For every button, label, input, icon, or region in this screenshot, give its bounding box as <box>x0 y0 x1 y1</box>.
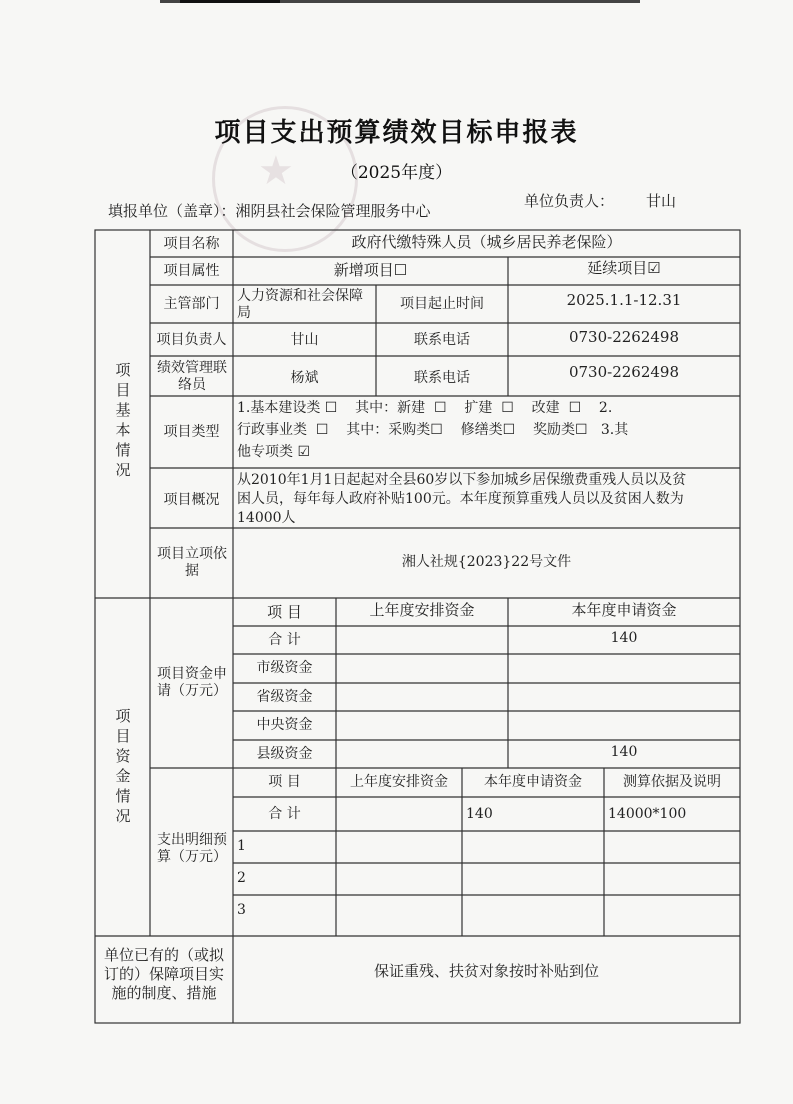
funds-row-city-label: 市级资金 <box>256 660 313 676</box>
leader-label: 项目负责人 <box>156 332 227 348</box>
basis-value: 湘人社规{2023}22号文件 <box>401 554 572 570</box>
overview-label: 项目概况 <box>163 492 220 508</box>
phone-value: 0730-2262498 <box>568 328 680 346</box>
type-line-2: 行政事业类 ☐ 其中：采购类☐ 修缮类☐ 奖励类☐ 3.其 <box>237 422 629 438</box>
funds-row-total-this: 140 <box>610 630 638 646</box>
perf-contact-label: 绩效管理联络员 <box>157 360 227 393</box>
person-value: 甘山 <box>646 192 677 210</box>
dept-value: 人力资源和社会保障局 <box>237 288 363 321</box>
project-attr-label: 项目属性 <box>163 263 220 279</box>
period-label: 项目起止时间 <box>400 296 484 312</box>
section-funds-label: 项目资金情况 <box>115 707 131 825</box>
detail-label: 支出明细预算（万元） <box>157 832 227 865</box>
person-label: 单位负责人： <box>524 192 615 210</box>
detail-row-total-label: 合 计 <box>268 806 301 822</box>
seal-star-icon: ★ <box>258 148 294 194</box>
overview-line-2: 困人员，每年每人政府补贴100元。本年度预算重残人员以及贫困人数为 <box>237 491 684 507</box>
period-value: 2025.1.1-12.31 <box>566 291 682 309</box>
measures-label: 单位已有的（或拟订的）保障项目实施的制度、措施 <box>103 946 224 1002</box>
detail-row-3-label: 3 <box>237 902 246 918</box>
funds-row-province-label: 省级资金 <box>256 689 313 705</box>
funds-col-item: 项 目 <box>267 603 302 621</box>
leader-value: 甘山 <box>290 332 319 348</box>
phone2-value: 0730-2262498 <box>568 363 680 381</box>
unit-label: 填报单位（盖章）：湘阴县社会保险管理服务中心 <box>108 202 431 220</box>
detail-col-this: 本年度申请资金 <box>484 774 582 790</box>
overview-line-1: 从2010年1月1日起起对全县60岁以下参加城乡居保缴费重残人员以及贫 <box>237 472 687 488</box>
detail-col-item: 项 目 <box>268 774 301 790</box>
project-name-label: 项目名称 <box>163 236 220 252</box>
type-line-1: 1.基本建设类 ☐ 其中：新建 ☐ 扩建 ☐ 改建 ☐ 2. <box>237 400 613 416</box>
detail-col-basis: 测算依据及说明 <box>623 774 721 790</box>
overview-line-3: 14000人 <box>237 510 296 526</box>
project-attr-new: 新增项目☐ <box>333 261 408 279</box>
funds-apply-label: 项目资金申请（万元） <box>157 666 227 699</box>
detail-row-2-label: 2 <box>237 870 246 886</box>
detail-row-1-label: 1 <box>237 838 246 854</box>
phone2-label: 联系电话 <box>414 370 470 386</box>
page-year: （2025年度） <box>340 163 453 183</box>
phone-label: 联系电话 <box>414 332 470 348</box>
perf-contact-value: 杨斌 <box>290 370 319 386</box>
funds-row-county-this: 140 <box>610 744 638 760</box>
funds-col-last: 上年度安排资金 <box>369 601 475 619</box>
basis-label: 项目立项依据 <box>157 546 227 579</box>
funds-col-this: 本年度申请资金 <box>571 601 677 619</box>
type-label: 项目类型 <box>163 424 220 440</box>
project-attr-continue: 延续项目☑ <box>587 259 661 277</box>
detail-col-last: 上年度安排资金 <box>350 774 448 790</box>
detail-row-total-basis: 14000*100 <box>608 806 687 822</box>
detail-row-total-this: 140 <box>466 806 493 822</box>
page-title: 项目支出预算绩效目标申报表 <box>214 118 579 148</box>
funds-row-central-label: 中央资金 <box>256 717 313 733</box>
measures-value: 保证重残、扶贫对象按时补贴到位 <box>373 962 599 980</box>
section-basic-label: 项目基本情况 <box>115 361 131 479</box>
type-line-3: 他专项类 ☑ <box>237 444 311 460</box>
funds-row-total-label: 合 计 <box>268 632 301 648</box>
project-name-value: 政府代缴特殊人员（城乡居民养老保险） <box>351 233 622 251</box>
dept-label: 主管部门 <box>163 296 220 312</box>
funds-row-county-label: 县级资金 <box>256 746 313 762</box>
